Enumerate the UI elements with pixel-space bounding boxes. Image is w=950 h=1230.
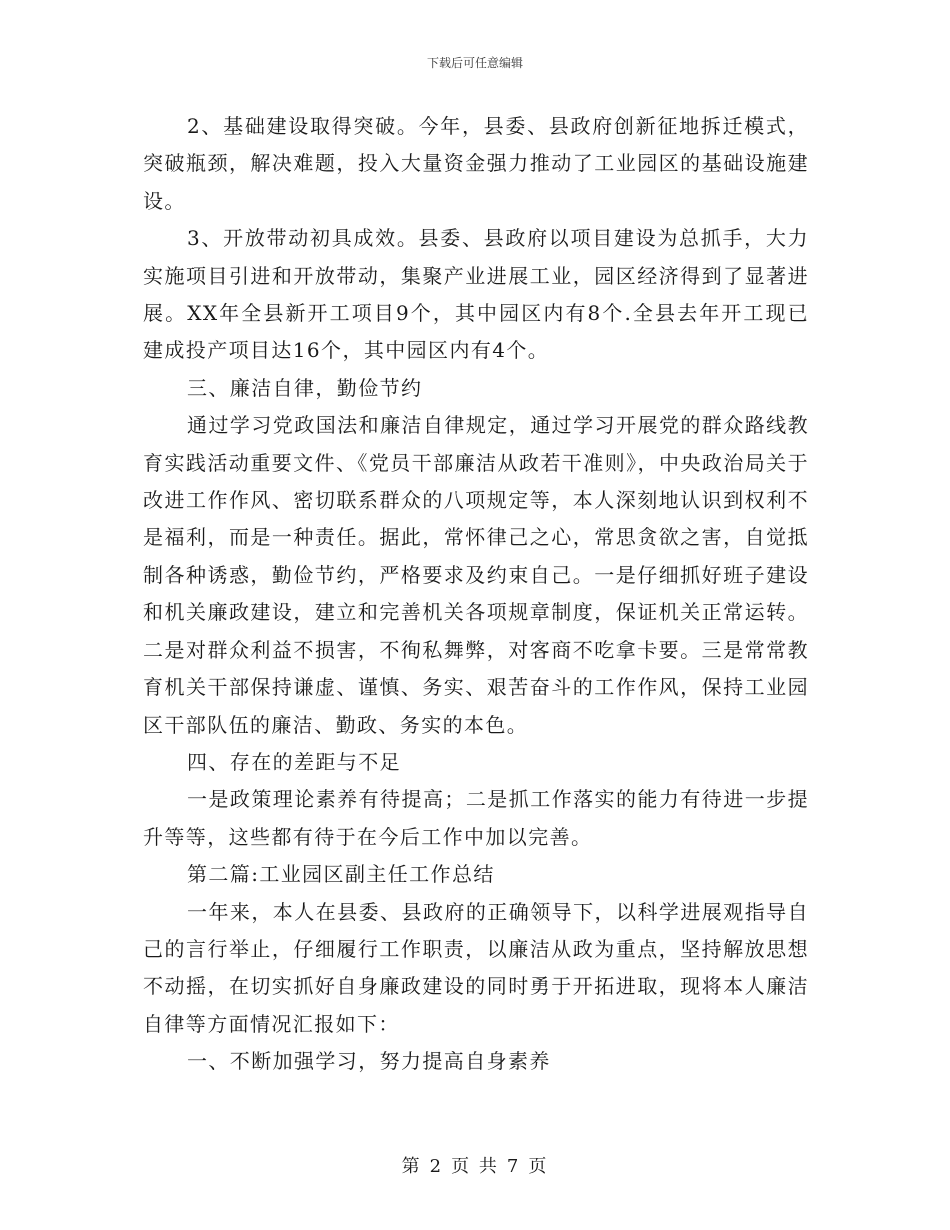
paragraph-infrastructure: 2、基础建设取得突破。今年，县委、县政府创新征地拆迁模式，突破瓶颈，解决难题，投入大量资金强力推动了工业园区的基础设施建设。 bbox=[143, 114, 809, 213]
current-page-number: 2 bbox=[429, 1156, 444, 1177]
paragraph-introduction: 一年来，本人在县委、县政府的正确领导下，以科学进展观指导自己的言行举止，仔细履行工作职责，以廉洁从政为重点，坚持解放思想不动摇，在切实抓好自身廉政建设的同时勇于开拓进取，现将本人廉洁自律等方面情况汇报如下： bbox=[143, 899, 809, 1036]
footer-middle: 页 共 bbox=[451, 1156, 499, 1177]
section-heading-shortcomings: 四、存在的差距与不足 bbox=[187, 749, 401, 774]
footer-suffix: 页 bbox=[528, 1156, 549, 1177]
paragraph-integrity: 通过学习党政国法和廉洁自律规定，通过学习开展党的群众路线教育实践活动重要文件、《党员干部廉洁从政若干准则》，中央政治局关于改进工作作风、密切联系群众的八项规定等，本人深刻地认识到权利不是福利，而是一种责任。据此，常怀律己之心，常思贪欲之害，自觉抵制各种诱惑，勤俭节约，严格要求及约束自己。一是仔细抓好班子建设和机关廉政建设，建立和完善机关各项规章制度，保证机关正常运转。二是对群众利益不损害，不徇私舞弊，对客商不吃拿卡要。三是常常教育机关干部保持谦虚、谨慎、务实、艰苦奋斗的工作作风，保持工业园区干部队伍的廉洁、勤政、务实的本色。 bbox=[143, 413, 809, 737]
paragraph-opening-up: 3、开放带动初具成效。县委、县政府以项目建设为总抓手，大力实施项目引进和开放带动，集聚产业进展工业，园区经济得到了显著进展。XX年全县新开工项目9个，其中园区内有8个.全县去年开工现已建成投产项目达16个，其中园区内有4个。 bbox=[143, 226, 809, 363]
footer-prefix: 第 bbox=[401, 1156, 422, 1177]
total-page-number: 7 bbox=[506, 1156, 521, 1177]
document-body bbox=[143, 108, 809, 1081]
section-heading-integrity: 三、廉洁自律，勤俭节约 bbox=[187, 375, 423, 400]
page-header-note: 下载后可任意编辑 bbox=[426, 56, 523, 70]
page-number-footer bbox=[0, 1152, 950, 1178]
paragraph-shortcomings: 一是政策理论素养有待提高；二是抓工作落实的能力有待进一步提升等等，这些都有待于在今后工作中加以完善。 bbox=[143, 787, 809, 849]
section-heading-learning: 一、不断加强学习，努力提高自身素养 bbox=[187, 1049, 551, 1074]
chapter-title-second: 第二篇:工业园区副主任工作总结 bbox=[187, 862, 495, 887]
